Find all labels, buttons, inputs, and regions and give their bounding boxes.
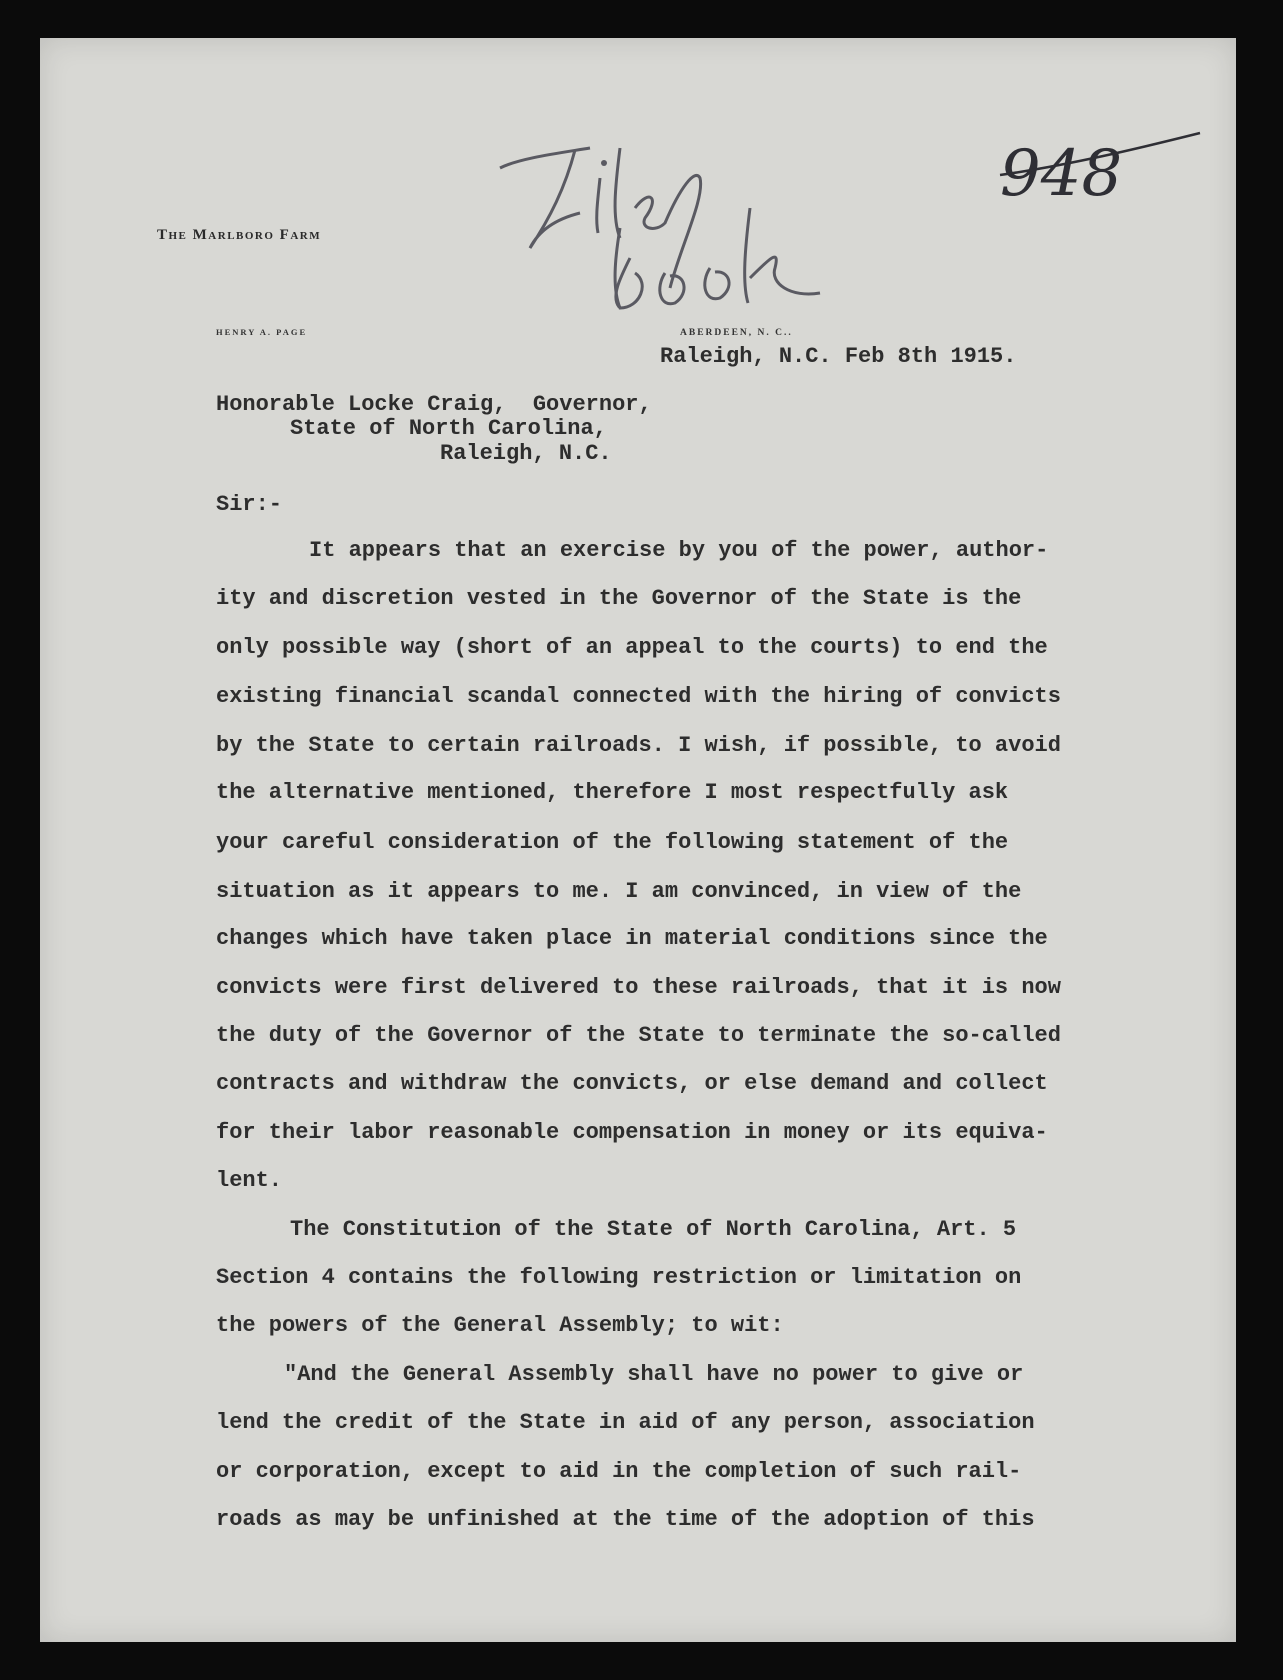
paragraph1-line: lent. xyxy=(216,1168,283,1193)
paragraph1-line: for their labor reasonable compensation in money or its equiva- xyxy=(216,1120,1048,1145)
paragraph1-line: by the State to certain railroads. I wish, if possible, to avoid xyxy=(216,733,1061,758)
paragraph1-line: ity and discretion vested in the Governor of the State is the xyxy=(216,586,1022,611)
address-line-3: Raleigh, N.C. xyxy=(440,441,612,466)
paragraph2-line: The Constitution of the State of North Carolina, Art. 5 xyxy=(290,1217,1017,1242)
paragraph1-line: changes which have taken place in material conditions since the xyxy=(216,926,1048,951)
paragraph1-line: the duty of the Governor of the State to terminate the so-called xyxy=(216,1023,1061,1048)
letterhead-proprietor: HENRY A. PAGE xyxy=(216,327,308,337)
quote-line: roads as may be unfinished at the time of the adoption of this xyxy=(216,1507,1035,1532)
salutation: Sir:- xyxy=(216,492,283,517)
paragraph1-line: existing financial scandal connected with the hiring of convicts xyxy=(216,684,1061,709)
letter-date: Raleigh, N.C. Feb 8th 1915. xyxy=(660,344,1017,369)
paragraph1-line: only possible way (short of an appeal to the courts) to end the xyxy=(216,635,1048,660)
quote-line: or corporation, except to aid in the completion of such rail- xyxy=(216,1459,1022,1484)
address-line-1: Honorable Locke Craig, Governor, xyxy=(216,392,652,417)
paragraph1-line: the alternative mentioned, therefore I most respectfully ask xyxy=(216,780,1009,805)
letter-page xyxy=(40,38,1236,1642)
address-line-2: State of North Carolina, xyxy=(290,416,607,441)
svg-text:948: 948 xyxy=(1000,137,1123,211)
paragraph1-line: contracts and withdraw the convicts, or else demand and collect xyxy=(216,1071,1048,1096)
handwritten-book-annotation xyxy=(600,188,860,328)
paragraph2-line: Section 4 contains the following restriction or limitation on xyxy=(216,1265,1022,1290)
handwritten-number-948 xyxy=(990,123,1210,223)
quote-line: "And the General Assembly shall have no power to give or xyxy=(284,1362,1024,1387)
letterhead-town: ABERDEEN, N. C.. xyxy=(680,328,793,338)
quote-line: lend the credit of the State in aid of any person, association xyxy=(216,1410,1035,1435)
paragraph1-line: your careful consideration of the following statement of the xyxy=(216,830,1009,855)
paragraph1-line: convicts were first delivered to these railroads, that it is now xyxy=(216,975,1061,1000)
paragraph2-line: the powers of the General Assembly; to wit: xyxy=(216,1313,784,1338)
letterhead-farm-name: The Marlboro Farm xyxy=(157,227,322,243)
paragraph1-line: situation as it appears to me. I am convinced, in view of the xyxy=(216,879,1022,904)
paragraph1-line: It appears that an exercise by you of the power, author- xyxy=(309,538,1049,563)
